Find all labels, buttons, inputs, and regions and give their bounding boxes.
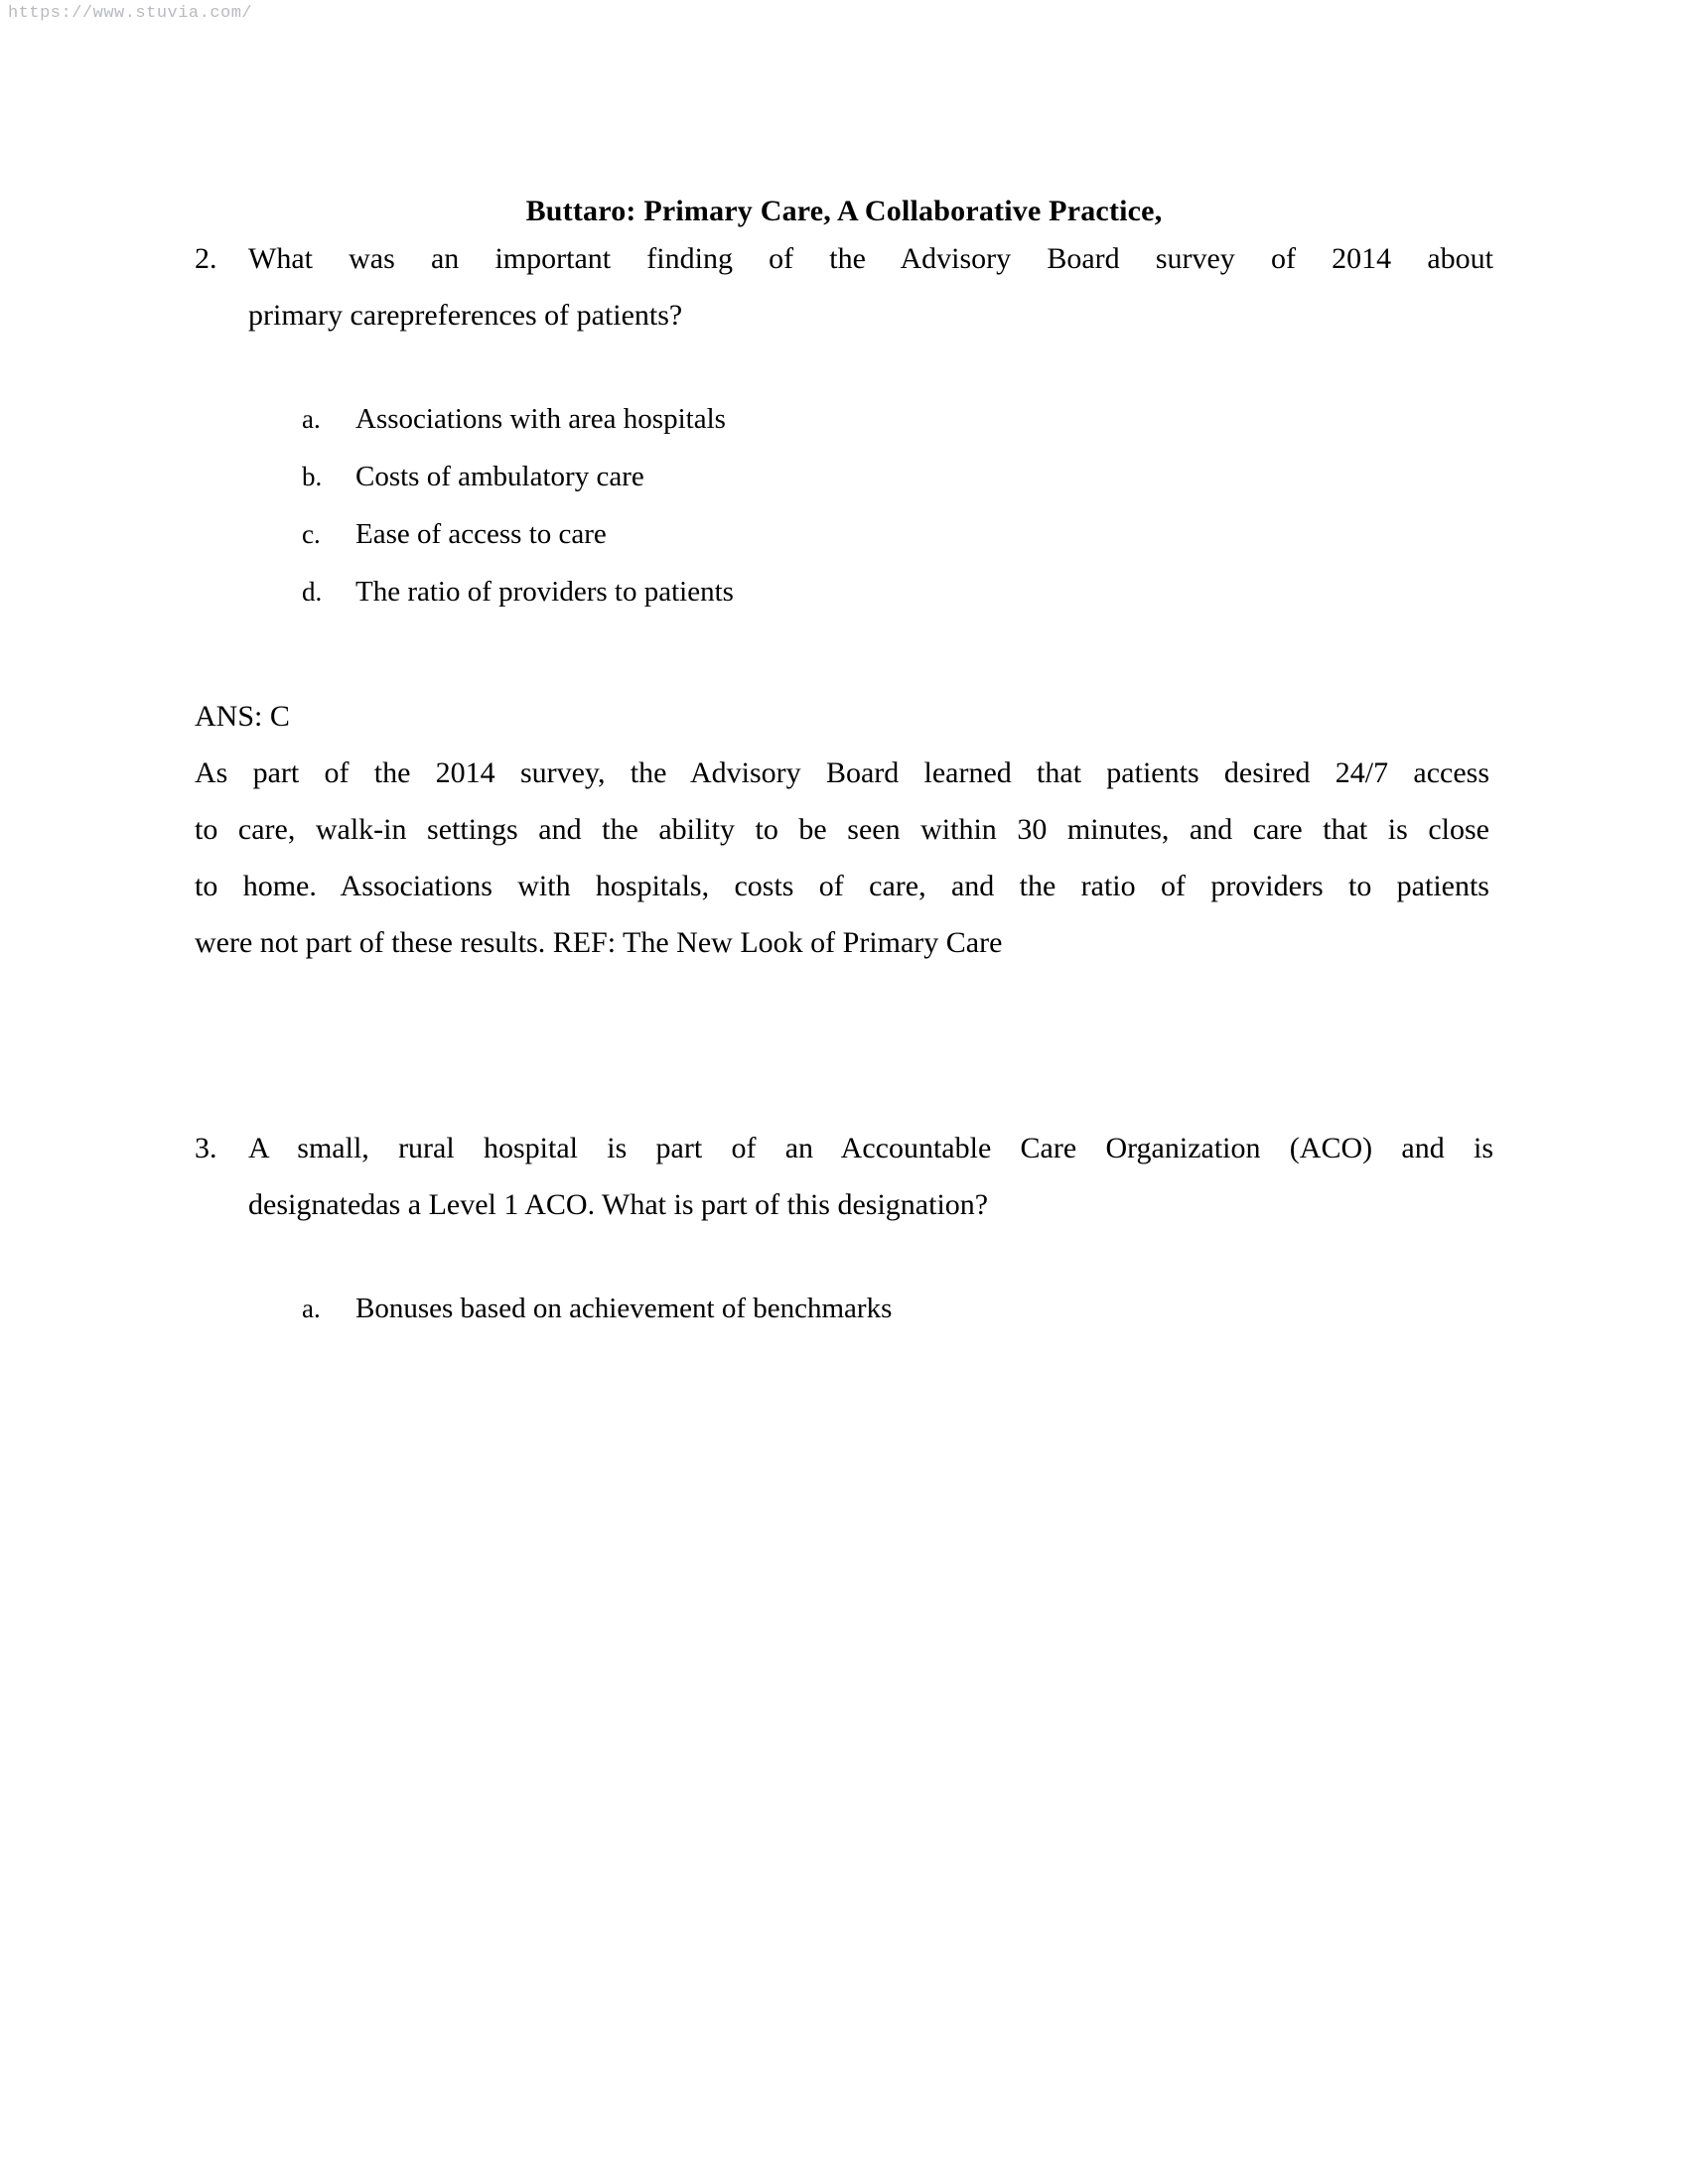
option-text: Costs of ambulatory care — [355, 461, 644, 492]
answer-label: ANS: C — [195, 700, 290, 733]
document-title: Buttaro: Primary Care, A Collaborative Practice, — [525, 195, 1163, 227]
option-text: Bonuses based on achievement of benchmarks — [355, 1293, 893, 1324]
question-number-2: 2. — [195, 242, 217, 275]
question-stem-line: A small, rural hospital is part of an Accountable Care Organization (ACO) and is — [248, 1132, 1493, 1164]
option-letter: b. — [302, 462, 323, 491]
answer-block-2 — [195, 688, 1493, 971]
option-text: The ratio of providers to patients — [355, 576, 734, 608]
option-text: Ease of access to care — [355, 518, 607, 550]
option-letter: a. — [302, 404, 321, 434]
stuvia-watermark-url: https://www.stuvia.com/ — [8, 4, 253, 23]
question-block-3 — [195, 1120, 1493, 1337]
option-d[interactable] — [302, 563, 1493, 620]
question-block-2 — [195, 230, 1493, 620]
option-text: Associations with area hospitals — [355, 403, 726, 435]
rationale-paragraph — [195, 745, 1489, 971]
option-letter: a. — [302, 1294, 321, 1323]
rationale-line: to care, walk-in settings and the ability to be seen within 30 minutes, and care that is close — [195, 813, 1489, 846]
question-stem-3 — [248, 1120, 1493, 1233]
option-letter: c. — [302, 519, 321, 549]
rationale-line: to home. Associations with hospitals, costs of care, and the ratio of providers to patients — [195, 870, 1489, 902]
rationale-line: As part of the 2014 survey, the Advisory Board learned that patients desired 24/7 access — [195, 756, 1489, 789]
document-content — [195, 230, 1493, 1337]
option-letter: d. — [302, 577, 323, 607]
question-stem-line: primary carepreferences of patients? — [248, 299, 683, 332]
option-b[interactable] — [302, 448, 1493, 505]
question-number-3: 3. — [195, 1132, 217, 1164]
question-stem-2 — [248, 230, 1493, 343]
option-a[interactable] — [302, 390, 1493, 448]
rationale-line-reference: were not part of these results. REF: The New Look of Primary Care — [195, 926, 1003, 959]
section-spacer — [195, 971, 1493, 1120]
options-list-3 — [248, 1280, 1493, 1337]
option-c[interactable] — [302, 505, 1493, 563]
question-stem-line: What was an important finding of the Advisory Board survey of 2014 about — [248, 242, 1493, 275]
question-stem-line: designatedas a Level 1 ACO. What is part of this designation? — [248, 1188, 989, 1221]
option-a[interactable] — [302, 1280, 1493, 1337]
options-list-2 — [248, 390, 1493, 620]
